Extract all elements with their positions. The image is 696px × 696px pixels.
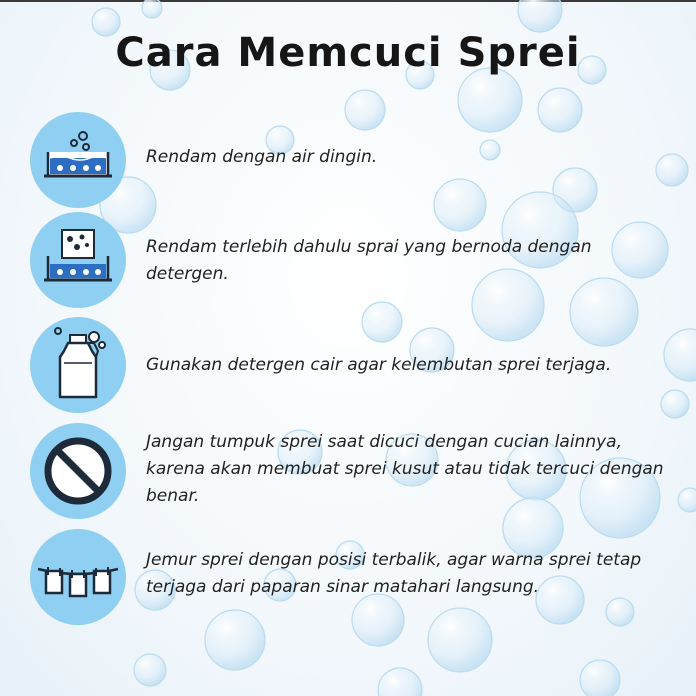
clothesline-icon: [30, 529, 126, 625]
step-3: [30, 317, 690, 413]
water-basin-icon: [30, 112, 126, 208]
liquid-detergent-bottle-icon: [30, 317, 126, 413]
step-5-text: Jemur sprei dengan posisi terbalik, agar warna sprei tetap terjaga dari paparan sinar matahari langsung.: [146, 550, 642, 597]
step-1-text: Rendam dengan air dingin.: [146, 147, 378, 167]
step-2: [30, 212, 690, 308]
step-4-text: Jangan tumpuk sprei saat dicuci dengan cucian lainnya, karena akan membuat sprei kusut atau tidak tercuci dengan benar.: [146, 432, 664, 506]
step-1: [30, 112, 690, 208]
step-2-text: Rendam terlebih dahulu sprai yang bernoda dengan detergen.: [146, 237, 592, 284]
soak-stain-basin-icon: [30, 212, 126, 308]
page-title: Cara Memcuci Sprei: [115, 30, 581, 76]
step-3-text: Gunakan detergen cair agar kelembutan sprei terjaga.: [146, 355, 612, 375]
step-4: [30, 423, 690, 519]
prohibited-icon: [30, 423, 126, 519]
step-5: [30, 529, 690, 625]
